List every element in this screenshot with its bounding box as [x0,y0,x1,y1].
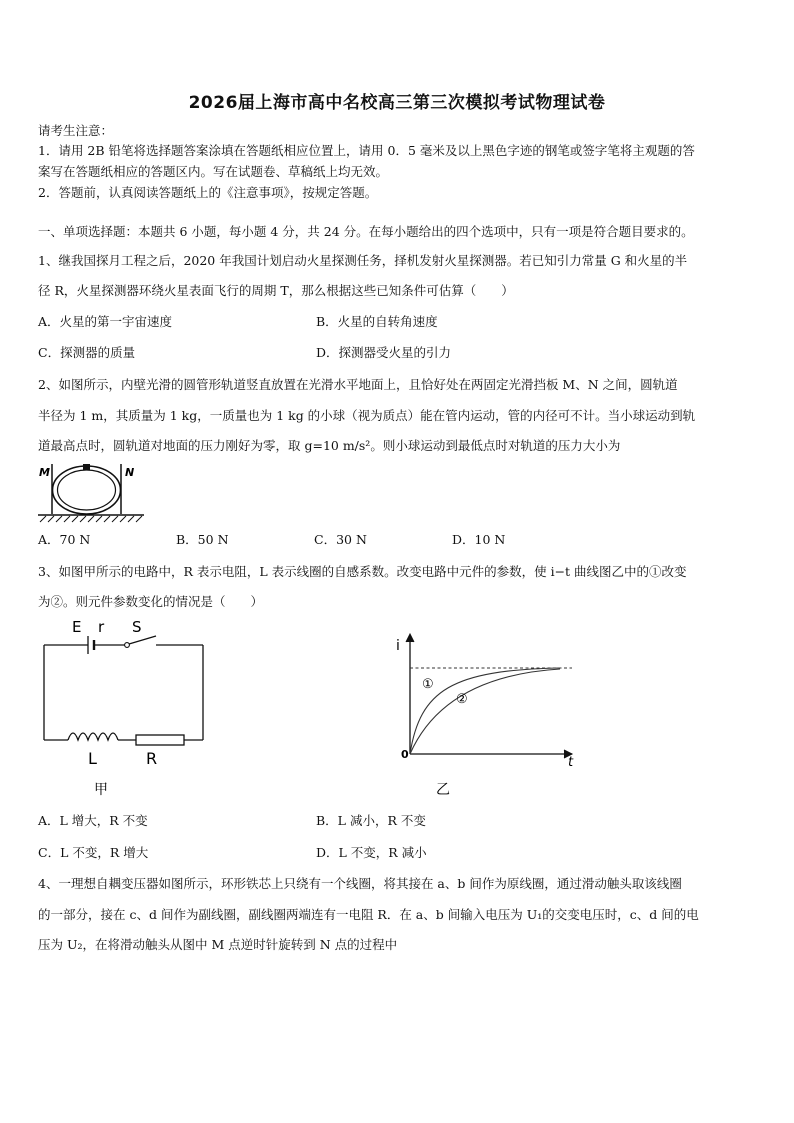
q1-option-d: D．探测器受火星的引力 [316,345,452,360]
notice-item-2: 2．答题前，认真阅读答题纸上的《注意事项》，按规定答题。 [38,185,378,200]
q1-stem-line1: 1、继我国探月工程之后，2020 年我国计划启动火星探测任务，择机发射火星探测器。若已知引力常量 G 和火星的半 [38,253,688,268]
q1-option-b: B．火星的自转角速度 [316,314,438,329]
ball [83,464,90,470]
track-outer [53,466,121,514]
ground-hatch [40,516,142,522]
curve-2-label: ② [456,692,468,707]
resistor [136,735,184,745]
q3-stem-line2: 为②。则元件参数变化的情况是（ ） [38,594,264,609]
q2-option-c: C．30 N [314,532,367,547]
q2-track-figure [36,458,146,524]
q3-circuit-diagram [36,618,212,802]
notice-heading: 请考生注意： [38,123,114,138]
q4-stem-line3: 压为 U₂，在将滑动触头从图中 M 点逆时针旋转到 N 点的过程中 [38,937,398,952]
q3-option-a: A．L 增大，R 不变 [38,813,148,828]
q4-stem-line1: 4、一理想自耦变压器如图所示，环形铁芯上只绕有一个线圈，将其接在 a、b 间作为原线圈，通过滑动触头取该线圈 [38,876,682,891]
curve-1-label: ① [422,677,434,692]
label-e: E [72,618,82,636]
y-axis-arrow [406,634,414,642]
q3-current-graph [392,628,586,804]
label-m: M [39,466,50,479]
label-r: R [146,749,158,768]
label-l: L [88,749,97,768]
circuit-caption: 甲 [94,782,108,798]
origin-label: 0 [401,748,409,761]
q1-option-a: A．火星的第一宇宙速度 [38,314,173,329]
q2-stem-line3: 道最高点时，圆轨道对地面的压力刚好为零，取 g=10 m/s²。则小球运动到最低点时对轨道的压力大小为 [38,438,621,453]
notice-item-1b: 案写在答题纸相应的答题区内。写在试题卷、草稿纸上均无效。 [38,164,389,179]
q3-option-c: C．L 不变，R 增大 [38,845,149,860]
notice-item-1a: 1．请用 2B 铅笔将选择题答案涂填在答题纸相应位置上，请用 0．5 毫米及以上黑色字迹的钢笔或签字笔将主观题的答 [38,143,695,158]
label-n: N [125,466,135,479]
q2-stem-line1: 2、如图所示，内壁光滑的圆管形轨道竖直放置在光滑水平地面上，且恰好处在两固定光滑挡板 M、N 之间，圆轨道 [38,377,678,392]
q3-stem-line1: 3、如图甲所示的电路中，R 表示电阻，L 表示线圈的自感系数。改变电路中元件的参数，使 i−t 曲线图乙中的①改变 [38,564,687,579]
q3-option-b: B．L 减小，R 不变 [316,813,426,828]
x-axis-label: t [568,755,574,770]
q2-option-b: B．50 N [176,532,229,547]
page-title: 2026届上海市高中名校高三第三次模拟考试物理试卷 [188,93,606,113]
switch-contact [125,643,130,648]
section-heading: 一、单项选择题：本题共 6 小题，每小题 4 分，共 24 分。在每小题给出的四个选项中，只有一项是符合题目要求的。 [38,224,694,239]
label-s: S [132,618,142,636]
q3-option-d: D．L 不变，R 减小 [316,845,427,860]
q2-option-a: A．70 N [38,532,91,547]
switch-blade [129,636,156,644]
y-axis-label: i [396,638,400,654]
q2-option-d: D．10 N [452,532,506,547]
q2-stem-line2: 半径为 1 m，其质量为 1 kg，一质量也为 1 kg 的小球（视为质点）能在管内运动，管的内径可不计。当小球运动到轨 [38,408,696,423]
graph-caption: 乙 [436,782,450,798]
track-inner [58,470,116,510]
inductor-coil [68,733,118,740]
label-r-internal: r [98,618,105,636]
q4-stem-line2: 的一部分，接在 c、d 间作为副线圈，副线圈两端连有一电阻 R．在 a、b 间输入电压为 U₁的交变电压时，c、d 间的电 [38,907,699,922]
q1-option-c: C．探测器的质量 [38,345,136,360]
q1-stem-line2: 径 R，火星探测器环绕火星表面飞行的周期 T，那么根据这些已知条件可估算（ ） [38,283,514,298]
